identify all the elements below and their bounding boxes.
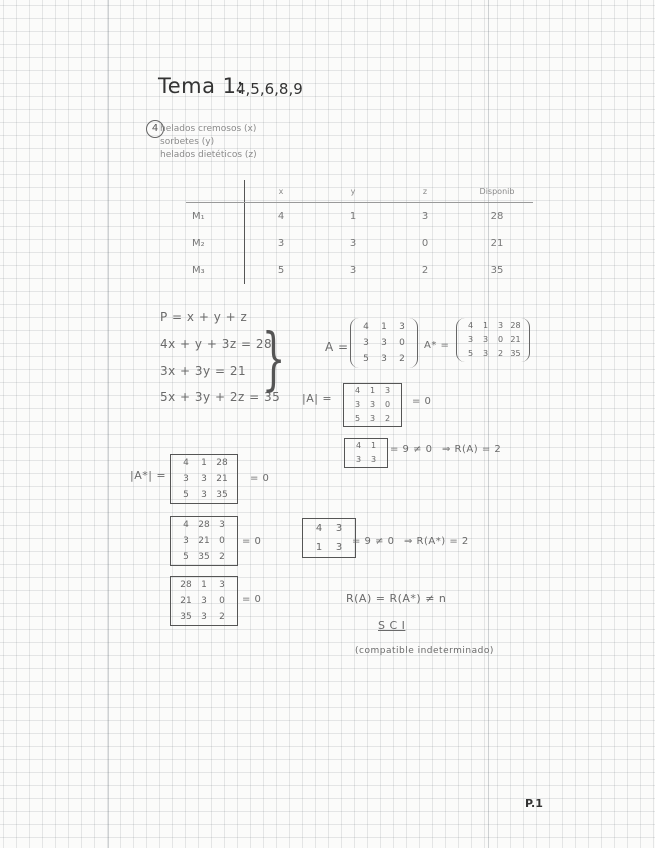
table-header-x: x [245, 180, 318, 203]
matrix-cell: 21 [510, 335, 521, 344]
det-a-star-result-3: = 0 [242, 594, 262, 605]
table-cell: 28 [490, 211, 504, 222]
matrix-cell: 4 [183, 458, 189, 468]
matrix-cell: 3 [201, 490, 207, 500]
table-header-row [186, 180, 533, 203]
matrix-cell: 5 [467, 349, 474, 358]
system-brace: } [261, 320, 286, 399]
variable-y: sorbetes (y) [160, 137, 215, 147]
left-margin-line [108, 0, 109, 848]
matrix-cell: 2 [497, 349, 504, 358]
matrix-cell: 3 [399, 322, 405, 332]
variable-x: helados cremosos (x) [160, 124, 257, 134]
matrix-cell: 35 [198, 552, 210, 562]
production-table [186, 180, 533, 284]
matrix-cell: 2 [384, 414, 391, 423]
matrix-cell: 3 [370, 455, 377, 464]
table-header-disponib: Disponib [461, 180, 533, 203]
table-cell: 2 [421, 265, 429, 276]
matrix-cell: 21 [198, 536, 210, 546]
table-row [186, 203, 533, 231]
matrix-cell: 4 [355, 441, 362, 450]
matrix-cell: 3 [201, 474, 207, 484]
page-number: P.1 [525, 797, 543, 810]
rank-a: ⇒ R(A) = 2 [442, 444, 502, 455]
matrix-cell: 21 [216, 474, 228, 484]
table-header-z: z [389, 180, 461, 203]
equation-2: 3x + 3y = 21 [160, 364, 247, 378]
matrix-cell: 35 [216, 490, 228, 500]
equation-1: 4x + y + 3z = 28 [160, 337, 273, 351]
minor-a-star-result: = 9 ≠ 0 [352, 536, 395, 547]
det-a-star-result-1: = 0 [250, 473, 270, 484]
matrix-cell: 1 [369, 386, 376, 395]
matrix-cell: 2 [399, 354, 405, 364]
objective-function: P = x + y + z [160, 310, 248, 324]
problem-number: 4 [146, 120, 164, 138]
exercise-list: 4,5,6,8,9 [236, 80, 303, 98]
matrix-cell: 2 [219, 552, 225, 562]
table-cell: 5 [277, 265, 285, 276]
matrix-a-star-label: A* = [424, 340, 450, 351]
table-cell: 3 [421, 211, 429, 222]
table-cell: 0 [421, 238, 429, 249]
matrix-a-label: A = [325, 340, 349, 354]
matrix-cell: 0 [219, 596, 225, 606]
matrix-cell: 28 [510, 321, 521, 330]
matrix-cell: 3 [369, 400, 376, 409]
row-label: M₃ [186, 257, 245, 284]
matrix-cell: 0 [399, 338, 405, 348]
det-a-star-result-2: = 0 [242, 536, 262, 547]
row-label: M₂ [186, 230, 245, 257]
matrix-cell: 4 [467, 321, 474, 330]
matrix-cell: 1 [315, 542, 323, 553]
matrix-cell: 3 [201, 596, 207, 606]
matrix-cell: 4 [354, 386, 361, 395]
matrix-cell: 3 [497, 321, 504, 330]
det-a-result: = 0 [412, 396, 432, 407]
matrix-cell: 4 [183, 520, 189, 530]
page-title: Tema 1: [158, 74, 245, 98]
table-cell: 4 [277, 211, 285, 222]
matrix-cell: 28 [180, 580, 192, 590]
matrix-cell: 3 [201, 612, 207, 622]
matrix-cell: 3 [219, 520, 225, 530]
matrix-cell: 5 [183, 552, 189, 562]
rank-a-star: ⇒ R(A*) = 2 [404, 536, 469, 547]
det-a-matrix [343, 383, 402, 427]
minor-a-matrix [344, 438, 388, 468]
minor-a-star-matrix [302, 518, 356, 558]
matrix-cell: 3 [482, 349, 489, 358]
matrix-cell: 0 [219, 536, 225, 546]
matrix-cell: 5 [363, 354, 369, 364]
matrix-cell: 3 [355, 455, 362, 464]
table-corner [186, 180, 245, 203]
matrix-cell: 3 [219, 580, 225, 590]
matrix-cell: 4 [363, 322, 369, 332]
matrix-cell: 3 [183, 474, 189, 484]
det-a-star-matrix-2 [170, 516, 238, 566]
table-cell: 35 [490, 265, 504, 276]
matrix-cell: 3 [369, 414, 376, 423]
equation-3: 5x + 3y + 2z = 35 [160, 390, 281, 404]
table-cell: 3 [349, 238, 357, 249]
matrix-cell: 3 [482, 335, 489, 344]
det-a-label: |A| = [302, 392, 333, 405]
table-cell: 3 [349, 265, 357, 276]
matrix-cell: 1 [370, 441, 377, 450]
matrix-cell: 28 [198, 520, 210, 530]
matrix-cell: 3 [384, 386, 391, 395]
matrix-cell: 3 [183, 536, 189, 546]
det-a-star-matrix-1 [170, 454, 238, 504]
classification: S C I [378, 619, 406, 632]
matrix-cell: 1 [381, 322, 387, 332]
minor-a-result: = 9 ≠ 0 [390, 444, 433, 455]
table-header-y: y [317, 180, 389, 203]
row-label: M₁ [186, 203, 245, 231]
matrix-cell: 1 [201, 580, 207, 590]
matrix-cell: 0 [384, 400, 391, 409]
right-margin-line [488, 0, 489, 848]
matrix-cell: 0 [497, 335, 504, 344]
table-row [186, 257, 533, 284]
matrix-cell: 2 [219, 612, 225, 622]
matrix-cell: 3 [467, 335, 474, 344]
table-cell: 21 [490, 238, 504, 249]
det-a-star-matrix-3 [170, 576, 238, 626]
matrix-cell: 35 [510, 349, 521, 358]
table-row [186, 230, 533, 257]
matrix-cell: 28 [216, 458, 228, 468]
matrix-cell: 3 [381, 338, 387, 348]
table-cell: 1 [349, 211, 357, 222]
matrix-cell: 3 [363, 338, 369, 348]
matrix-cell: 4 [315, 523, 323, 534]
matrix-cell: 5 [354, 414, 361, 423]
det-a-star-label: |A*| = [130, 469, 167, 482]
matrix-a [350, 318, 418, 368]
variable-z: helados dietéticos (z) [160, 150, 257, 160]
matrix-cell: 35 [180, 612, 192, 622]
matrix-cell: 1 [201, 458, 207, 468]
matrix-a-star [456, 318, 530, 362]
matrix-cell: 3 [354, 400, 361, 409]
matrix-cell: 5 [183, 490, 189, 500]
matrix-cell: 3 [381, 354, 387, 364]
table-cell: 3 [277, 238, 285, 249]
matrix-cell: 3 [335, 542, 343, 553]
classification-note: (compatible indeterminado) [355, 646, 494, 656]
matrix-cell: 1 [482, 321, 489, 330]
rank-conclusion: R(A) = R(A*) ≠ n [346, 592, 447, 605]
matrix-cell: 3 [335, 523, 343, 534]
matrix-cell: 21 [180, 596, 192, 606]
